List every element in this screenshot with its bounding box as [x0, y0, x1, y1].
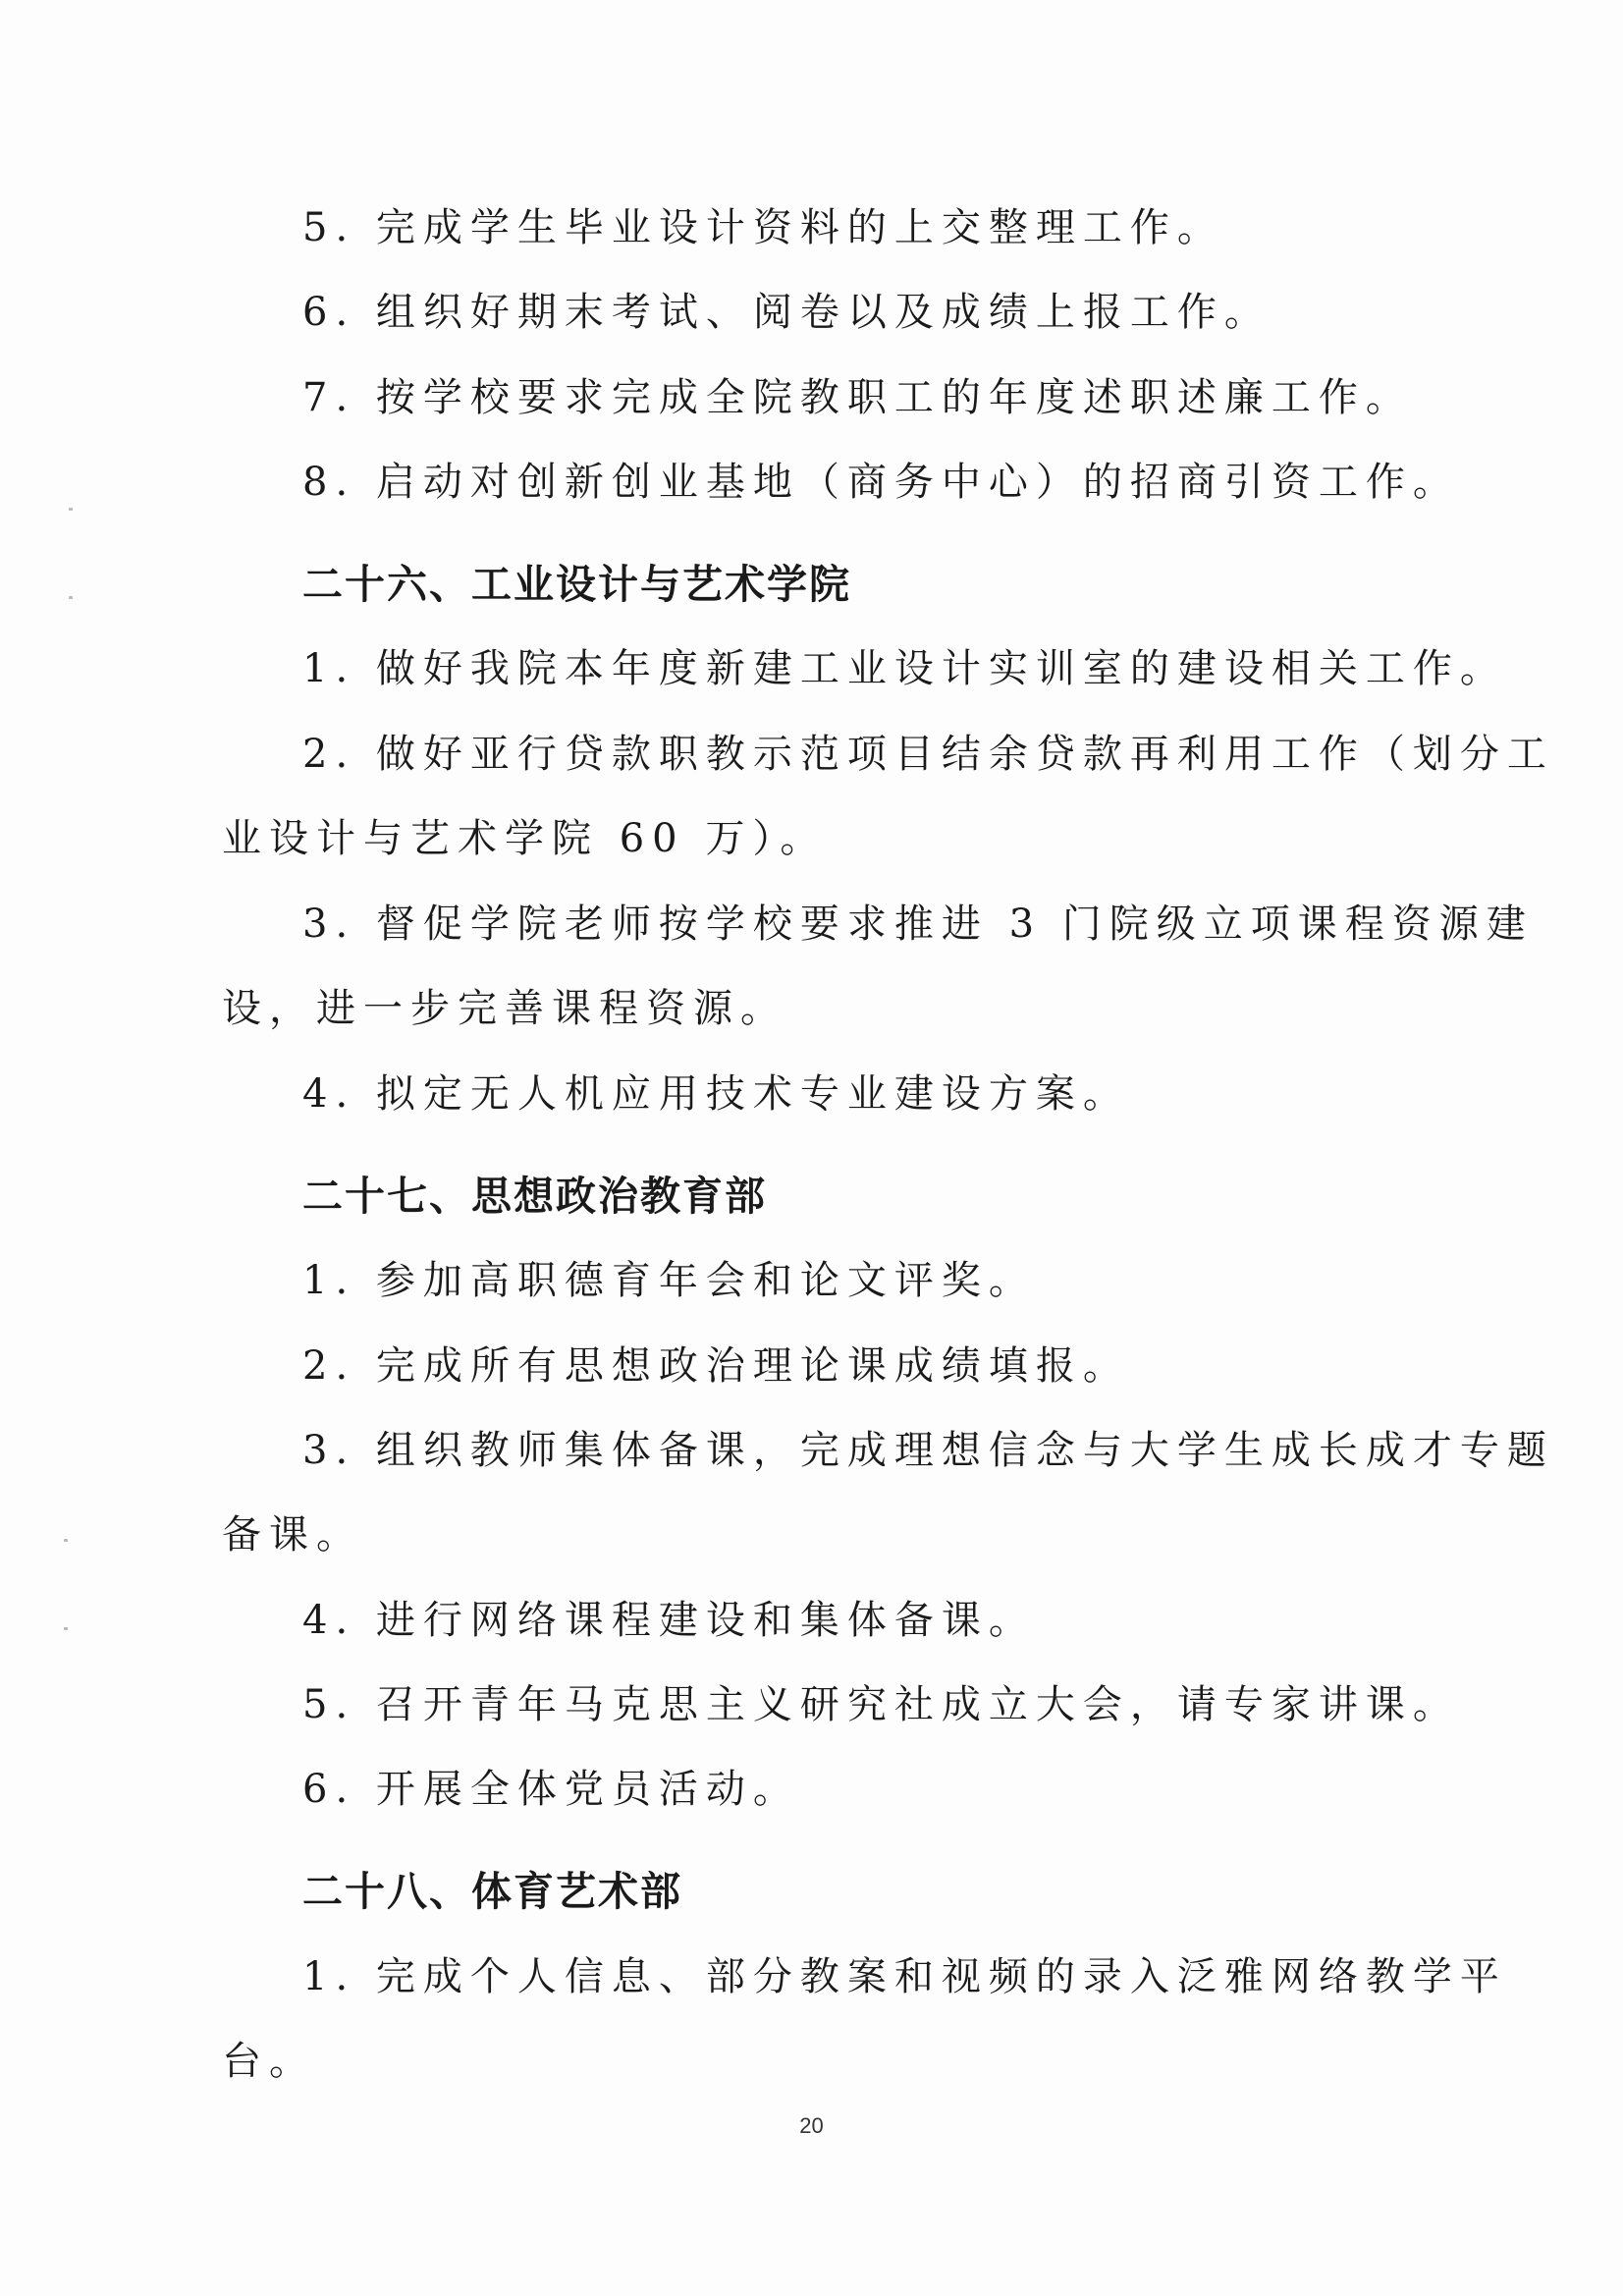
list-item: 6. 组织好期末考试、阅卷以及成绩上报工作。 — [302, 290, 1271, 335]
list-item: 4. 进行网络课程建设和集体备课。 — [302, 1598, 1036, 1643]
list-item: 7. 按学校要求完成全院教职工的年度述职述廉工作。 — [302, 375, 1413, 420]
list-item: 2. 完成所有思想政治理论课成绩填报。 — [302, 1343, 1130, 1389]
list-item: 3. 组织教师集体备课，完成理想信念与大学生成长成才专题 — [302, 1428, 1554, 1473]
scan-speck — [64, 1627, 68, 1630]
list-item: 1. 完成个人信息、部分教案和视频的录入泛雅网络教学平 — [302, 1954, 1507, 1999]
page-number: 20 — [799, 2113, 824, 2138]
list-item: 5. 召开青年马克思主义研究社成立大会，请专家讲课。 — [302, 1682, 1460, 1727]
scan-speck — [69, 596, 73, 599]
list-item: 1. 参加高职德育年会和论文评奖。 — [302, 1258, 1036, 1303]
list-item: 2. 做好亚行贷款职教示范项目结余贷款再利用工作（划分工 — [302, 732, 1554, 777]
list-item: 4. 拟定无人机应用技术专业建设方案。 — [302, 1071, 1130, 1117]
scan-speck — [69, 508, 73, 511]
section-heading: 二十六、工业设计与艺术学院 — [302, 561, 851, 608]
list-item-continuation: 设，进一步完善课程资源。 — [222, 986, 787, 1031]
list-item-continuation: 备课。 — [222, 1512, 363, 1558]
list-item: 3. 督促学院老师按学校要求推进 3 门院级立项课程资源建 — [302, 902, 1534, 947]
scan-speck — [64, 1539, 68, 1542]
list-item-continuation: 台。 — [222, 2039, 316, 2084]
section-heading: 二十八、体育艺术部 — [302, 1868, 682, 1915]
list-item-continuation: 业设计与艺术学院 60 万）。 — [222, 816, 828, 861]
list-item: 5. 完成学生毕业设计资料的上交整理工作。 — [302, 205, 1224, 250]
list-item: 6. 开展全体党员活动。 — [302, 1767, 800, 1812]
list-item: 1. 做好我院本年度新建工业设计实训室的建设相关工作。 — [302, 646, 1507, 691]
section-heading: 二十七、思想政治教育部 — [302, 1173, 767, 1220]
list-item: 8. 启动对创新创业基地（商务中心）的招商引资工作。 — [302, 460, 1460, 505]
